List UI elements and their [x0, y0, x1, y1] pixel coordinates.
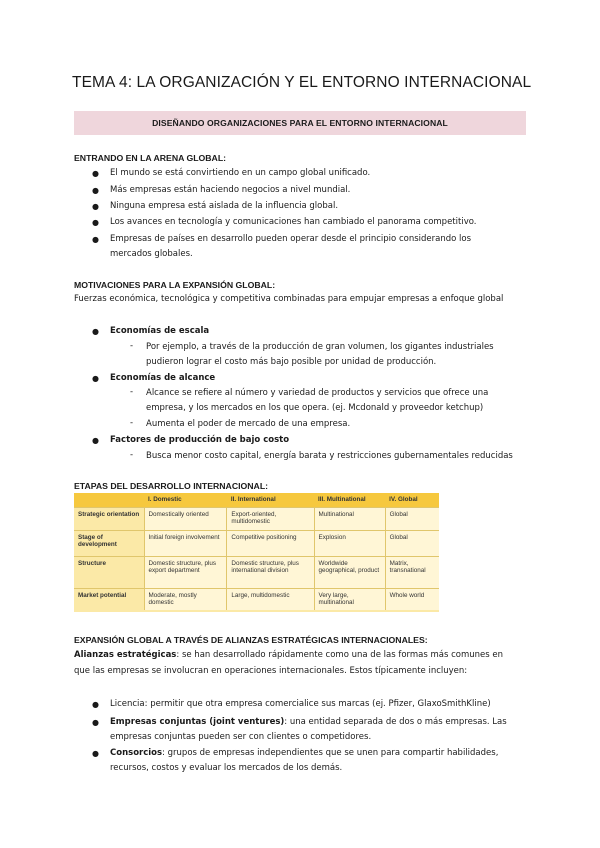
list-item-continued: mercados globales. [110, 249, 193, 259]
bullet-icon: ● [92, 749, 99, 758]
table-row [74, 507, 439, 530]
dash-icon: - [130, 341, 134, 351]
item-term: Consorcios [110, 748, 163, 758]
list-item-continued: recursos, costos y evaluar los mercados de los demás. [110, 763, 343, 773]
table-row [74, 556, 439, 588]
bullet-icon: ● [92, 186, 99, 195]
bullet-icon: ● [92, 218, 99, 227]
table-cell: Export-oriented, multidomestic [227, 507, 314, 530]
table-cell: Worldwide geographical, product [314, 556, 385, 588]
intro-term: Alianzas estratégicas [74, 650, 177, 660]
sub-item: Busca menor costo capital, energía barata y restricciones gubernamentales reducidas [146, 451, 513, 461]
motivaciones-intro: Fuerzas económica, tecnológica y competitiva combinadas para empujar empresas a enfoque global [74, 294, 504, 304]
table-header-cell: II. International [227, 493, 314, 507]
list-item: Más empresas están haciendo negocios a nivel mundial. [110, 185, 351, 195]
table-cell: Competitive positioning [227, 530, 314, 556]
heading-alianzas: EXPANSIÓN GLOBAL A TRAVÉS DE ALIANZAS ESTRATÉGICAS INTERNACIONALES: [74, 635, 428, 645]
bullet-icon: ● [92, 169, 99, 178]
list-item: Los avances en tecnología y comunicaciones han cambiado el panorama competitivo. [110, 217, 477, 227]
bullet-icon: ● [92, 327, 99, 336]
list-item [110, 746, 498, 762]
table-cell: Initial foreign involvement [144, 530, 227, 556]
table-cell: Market potential [74, 588, 144, 610]
table-cell: Global [385, 530, 439, 556]
list-item [110, 433, 289, 449]
table-cell: Stage of development [74, 530, 144, 556]
alianzas-intro [74, 647, 503, 663]
sub-item-continued: pudieron lograr el costo más bajo posible por unidad de producción. [146, 357, 437, 367]
list-item: Empresas de países en desarrollo pueden operar desde el principio considerando los [110, 234, 472, 244]
banner-text: DISEÑANDO ORGANIZACIONES PARA EL ENTORNO INTERNACIONAL [152, 118, 448, 128]
table-cell: Moderate, mostly domestic [144, 588, 227, 610]
table-cell: Domestic structure, plus export department [144, 556, 227, 588]
table-row [74, 530, 439, 556]
intro-text: : se han desarrollado rápidamente como una de las formas más comunes en [176, 650, 504, 660]
item-label: Economías de alcance [110, 373, 216, 383]
dash-icon: - [130, 450, 134, 460]
table-header-cell: IV. Global [385, 493, 439, 507]
section-banner [74, 111, 526, 135]
sub-item-continued: empresa, y los mercados en los que opera. (ej. Mcdonald y proveedor ketchup) [146, 403, 484, 413]
list-item [110, 715, 507, 731]
table-cell: Domestic structure, plus international division [227, 556, 314, 588]
table-row [74, 588, 439, 610]
item-term: Empresas conjuntas (joint ventures) [110, 717, 285, 727]
alianzas-intro-continued: que las empresas se involucran en operaciones internacionales. Estos típicamente incluyen: [74, 666, 468, 676]
sub-item: Aumenta el poder de mercado de una empresa. [146, 419, 351, 429]
bullet-icon: ● [92, 202, 99, 211]
list-item: Licencia: permitir que otra empresa comercialice sus marcas (ej. Pfizer, GlaxoSmithKline) [110, 699, 491, 709]
table-cell: Large, multidomestic [227, 588, 314, 610]
table-cell: Very large, multinational [314, 588, 385, 610]
table-header-row [74, 493, 439, 507]
table-cell: Strategic orientation [74, 507, 144, 530]
table-cell: Structure [74, 556, 144, 588]
heading-etapas: ETAPAS DEL DESARROLLO INTERNACIONAL: [74, 481, 269, 491]
dash-icon: - [130, 418, 134, 428]
table-cell: Multinational [314, 507, 385, 530]
bullet-icon: ● [92, 700, 99, 709]
bullet-icon: ● [92, 718, 99, 727]
dash-icon: - [130, 387, 134, 397]
table-cell: Matrix, transnational [385, 556, 439, 588]
stages-table [74, 493, 439, 612]
heading-motivaciones: MOTIVACIONES PARA LA EXPANSIÓN GLOBAL: [74, 280, 276, 290]
list-item-continued: empresas conjuntas pueden ser con clientes o competidores. [110, 732, 372, 742]
list-item [110, 371, 215, 387]
sub-item: Alcance se refiere al número y variedad de productos y servicios que ofrece una [146, 388, 489, 398]
table-header-cell: III. Multinational [314, 493, 385, 507]
page-title: TEMA 4: LA ORGANIZACIÓN Y EL ENTORNO INTERNACIONAL [72, 74, 532, 91]
list-item [110, 324, 209, 340]
table-cell: Global [385, 507, 439, 530]
item-label: Economías de escala [110, 326, 210, 336]
table-cell: Domestically oriented [144, 507, 227, 530]
bullet-icon: ● [92, 436, 99, 445]
table-header-cell [74, 493, 144, 507]
item-text: : una entidad separada de dos o más empresas. Las [284, 717, 507, 727]
item-label: Factores de producción de bajo costo [110, 435, 290, 445]
item-text: : grupos de empresas independientes que se unen para compartir habilidades, [162, 748, 499, 758]
table-header-cell: I. Domestic [144, 493, 227, 507]
bullet-icon: ● [92, 235, 99, 244]
stages-table-grid [74, 493, 439, 610]
table-cell: Whole world [385, 588, 439, 610]
bullet-icon: ● [92, 374, 99, 383]
list-item: El mundo se está convirtiendo en un campo global unificado. [110, 168, 371, 178]
table-cell: Explosion [314, 530, 385, 556]
list-item: Ninguna empresa está aislada de la influencia global. [110, 201, 339, 211]
heading-arena-global: ENTRANDO EN LA ARENA GLOBAL: [74, 153, 227, 163]
sub-item: Por ejemplo, a través de la producción de gran volumen, los gigantes industriales [146, 342, 494, 352]
